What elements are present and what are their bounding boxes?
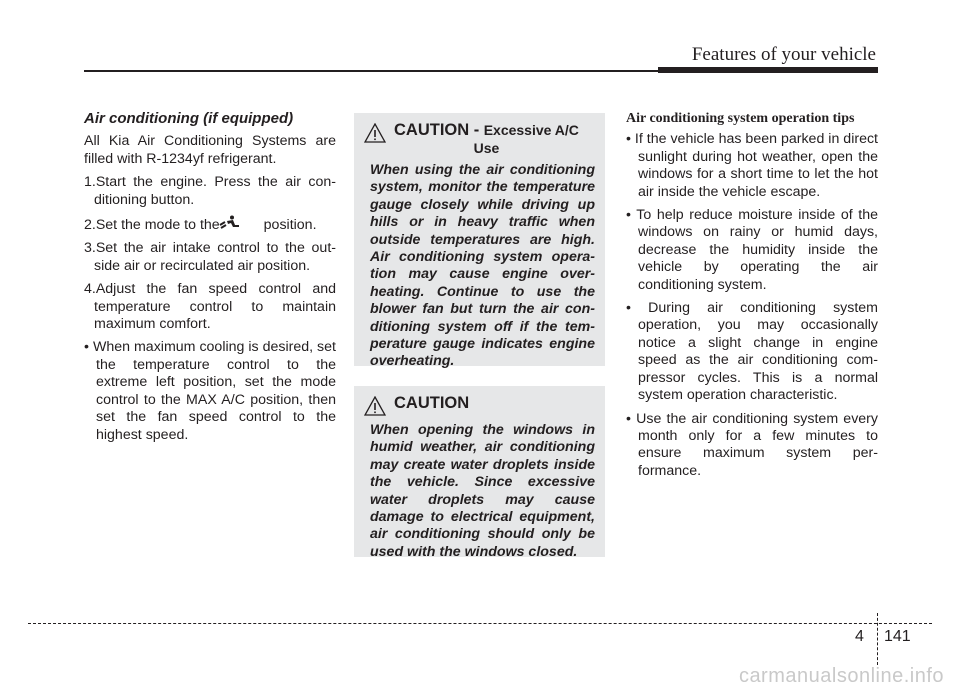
tips-title: Air conditioning system operation tips [626, 111, 855, 126]
watermark: carmanualsonline.info [738, 665, 944, 687]
header-rule [84, 70, 662, 72]
warning-triangle-icon [364, 123, 386, 143]
tip-item: • If the vehicle has been parked in direct sunlight during hot weather, open the windows for a short time to let the hot air inside the vehicle escape. [626, 131, 878, 200]
caution-label: CAUTION [394, 394, 470, 412]
max-cooling-bullet: • When maximum cooling is desired, set the temperature control to the extreme left position, set the mode control to the MAX A/C position, then set the fan speed control to the highest speed. [84, 339, 336, 443]
right-column [626, 110, 878, 486]
tip-item: • During air conditioning system operation, you may occasionally notice a slight change in engine speed as the air conditioning compressor cycles. This is a normal system operation characteristic. [626, 300, 878, 404]
caution-body: When using the air conditioning system, monitor the temperature gauge closely while driving up hills or in heavy traffic when outside temperatures are high. Air conditioning system operation may cause engine overheating. Continue to use the blower fan but turn the air conditioning system off if the temperature gauge indicates engine overheating. [370, 162, 595, 370]
running-header: Features of your vehicle [691, 44, 876, 65]
tip-item: • Use the air conditioning system every month only for a few minutes to ensure maximum system performance. [626, 410, 878, 479]
header-rule-bold [658, 67, 878, 73]
caution-header [354, 113, 605, 156]
floor-mode-icon [228, 215, 250, 231]
caution-body: When opening the windows in humid weather, air conditioning may create water droplets inside the vehicle. Since excessive water droplets may cause damage to electrical equipment, air conditioning should only be used with the windows closed. [370, 422, 595, 560]
caution-subject-cont: Use [473, 140, 500, 156]
caution-box-windows [354, 386, 605, 560]
caution-header [354, 386, 605, 416]
caution-label: CAUTION - [394, 121, 480, 139]
tip-item: • To help reduce moisture inside of the windows on rainy or humid days, decrease the humidity inside the vehicle by operating the air conditioning system. [626, 207, 878, 293]
left-column [84, 110, 336, 450]
page-number: 141 [884, 628, 911, 645]
footer-divider [877, 613, 878, 665]
chapter-number: 4 [855, 628, 864, 645]
intro-paragraph: All Kia Air Conditioning Systems are filled with R-1234yf refrigerant. [84, 133, 336, 167]
step-2-text-end: position. [263, 217, 317, 234]
caution-subject: Excessive A/C [483, 122, 579, 138]
step-3: 3.Set the air intake control to the outside air or recirculated air position. [84, 240, 336, 274]
step-2-text: 2.Set the mode to the [84, 217, 220, 234]
warning-triangle-icon [364, 396, 386, 416]
section-title: Air conditioning (if equipped) [84, 110, 294, 127]
step-1: 1.Start the engine. Press the air conditioning button. [84, 174, 336, 208]
caution-box-excessive-ac [354, 113, 605, 370]
footer-rule [28, 623, 932, 624]
step-4: 4.Adjust the fan speed control and temperature control to maintain maximum comfort. [84, 281, 336, 333]
step-2 [84, 215, 336, 234]
